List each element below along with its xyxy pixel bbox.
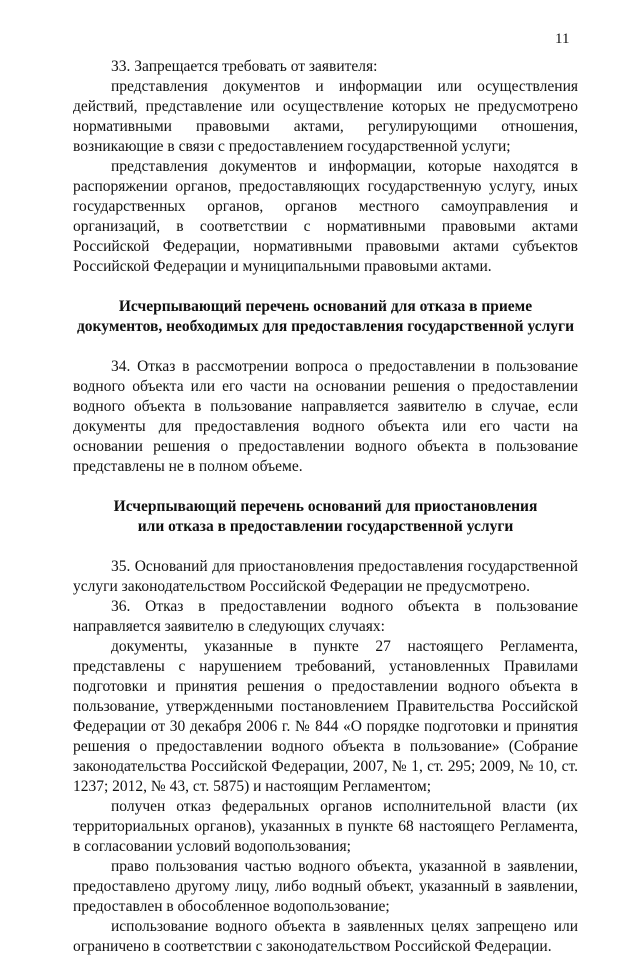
- document-body: [73, 57, 578, 957]
- paragraph-36-case-4: использование водного объекта в заявленных целях запрещено или ограничено в соответствии с законодательством Российской Федерации.: [73, 918, 578, 955]
- paragraph-33-item-1: представления документов и информации или осуществления действий, представление или осуществление которых не предусмотрено нормативными правовыми актами, регулирующими отношения, возникающие в связи с предоставлением государственной услуги;: [73, 78, 578, 155]
- section-heading-refusal-acceptance-line2: документов, необходимых для предоставления государственной услуги: [76, 318, 575, 335]
- paragraph-35: 35. Оснований для приостановления предоставления государственной услуги законодательством Российской Федерации не предусмотрено.: [73, 558, 578, 595]
- paragraph-33-intro: 33. Запрещается требовать от заявителя:: [111, 58, 378, 75]
- paragraph-36-case-3: право пользования частью водного объекта, указанной в заявлении, предоставлено другому лицу, либо водный объект, указанный в заявлении, предоставлен в обособленное водопользование;: [73, 858, 578, 915]
- paragraph-36-case-2: получен отказ федеральных органов исполнительной власти (их территориальных органов), указанных в пункте 68 настоящего Регламента, в согласовании условий водопользования;: [73, 798, 578, 855]
- paragraph-34: 34. Отказ в рассмотрении вопроса о предоставлении в пользование водного объекта или его части на основании решения о предоставлении водного объекта в пользование направляется заявителю в случае, если документы для предоставления водного объекта или его части на основании решения о предоставлении водного объекта в пользование представлены не в полном объеме.: [73, 358, 578, 475]
- section-heading-refusal-acceptance-line1: Исчерпывающий перечень оснований для отказа в приеме: [118, 298, 533, 315]
- page-number: 11: [555, 31, 570, 47]
- paragraph-36-case-1: документы, указанные в пункте 27 настоящего Регламента, представлены с нарушением требований, установленных Правилами подготовки и принятия решения о предоставлении водного объекта в пользование, утвержденными постановлением Правительства Российской Федерации от 30 декабря 2006 г. № 844 «О порядке подготовки и принятия решения о предоставлении водного объекта в пользование» (Собрание законодательства Российской Федерации, 2007, № 1, ст. 295; 2009, № 10, ст. 1237; 2012, № 43, ст. 5875) и настоящим Регламентом;: [73, 638, 578, 795]
- section-heading-suspension-line1: Исчерпывающий перечень оснований для приостановления: [113, 498, 538, 515]
- section-heading-suspension-line2: или отказа в предоставлении государственной услуги: [137, 518, 514, 535]
- paragraph-36-intro: 36. Отказ в предоставлении водного объекта в пользование направляется заявителю в следующих случаях:: [73, 598, 578, 635]
- paragraph-33-item-2: представления документов и информации, которые находятся в распоряжении органов, предоставляющих государственную услугу, иных государственных органов, органов местного самоуправления и организаций, в соответствии с нормативными правовыми актами Российской Федерации, нормативными правовыми актами субъектов Российской Федерации и муниципальными правовыми актами.: [73, 158, 578, 275]
